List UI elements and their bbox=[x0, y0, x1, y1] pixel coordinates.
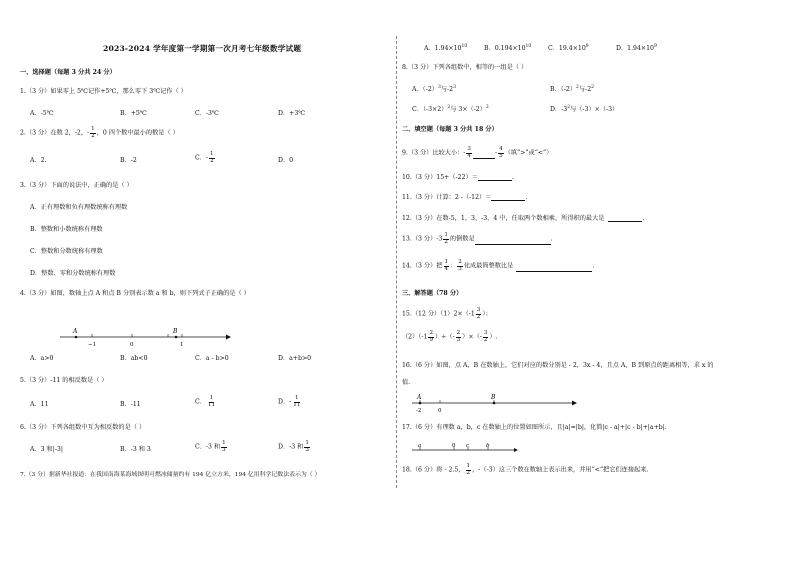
label-a: A bbox=[417, 394, 422, 401]
question-stem: 12.（3 分）在数-5，1，3，-3，4 中，任取两个数相乘，所得积的最大是 . bbox=[402, 215, 645, 222]
label-c: c bbox=[466, 443, 470, 449]
option-c[interactable]: C．整数和分数统称有理数 bbox=[30, 248, 103, 255]
label-b: B bbox=[491, 394, 496, 401]
question-stem: 3.（3 分）下面的说法中，正确的是（ ） bbox=[20, 182, 133, 189]
option-b[interactable]: B．-3 和 3 bbox=[120, 446, 151, 453]
option-b[interactable]: B．+5℃ bbox=[120, 110, 147, 117]
option-b[interactable]: B．$0.194\times 10^{10}$ bbox=[484, 44, 532, 53]
option-a[interactable]: A．a>0 bbox=[30, 355, 54, 362]
fraction: $\frac{1}{2}$ bbox=[91, 126, 95, 139]
option-b[interactable]: B．-2 bbox=[120, 157, 137, 164]
answer-blank[interactable] bbox=[478, 180, 512, 181]
option-d[interactable]: D．0 bbox=[278, 157, 294, 164]
axis-arrow-icon bbox=[572, 401, 577, 406]
label-b: B bbox=[173, 328, 178, 335]
option-d[interactable]: D．整数、零和分数统称有理数 bbox=[30, 270, 116, 277]
answer-blank[interactable] bbox=[473, 158, 495, 159]
label-a: a bbox=[418, 443, 422, 449]
option-a[interactable]: A．11 bbox=[30, 401, 49, 408]
number-line-figure bbox=[58, 326, 233, 348]
option-a[interactable]: A．正有理数和负有理数统称有理数 bbox=[30, 204, 128, 211]
point-b bbox=[175, 336, 178, 339]
option-d[interactable]: D．- $\frac{1}{11}$ bbox=[278, 395, 301, 408]
number-line-figure bbox=[410, 441, 522, 455]
axis-arrow-icon bbox=[226, 335, 231, 340]
option-b[interactable]: B．$(-2)^2$与$-2^2$ bbox=[550, 85, 595, 94]
point-a bbox=[419, 402, 422, 405]
option-a[interactable]: A．$(-2)^3$与$-2^3$ bbox=[412, 85, 456, 94]
question-stem: 9.（3 分）比较大小：- $\frac{3}{4}$ - $\frac{4}{5}$ （填“>”或“<”） bbox=[402, 146, 553, 159]
question-stem-cont: 值. bbox=[402, 379, 411, 386]
page-title: 2023-2024 学年度第一学期第一次月考七年级数学试题 bbox=[103, 44, 302, 53]
tick-label: -2 bbox=[416, 408, 422, 414]
question-stem: 16.（6 分）如图，点 A，B 在数轴上，它们对应的数分别是 - 2，3x - 4，且点 A，B 到原点的距离相等，求 x 的 bbox=[402, 362, 714, 369]
option-d[interactable]: D．$1.94\times 10^9$ bbox=[616, 44, 657, 53]
option-a[interactable]: A．2. bbox=[30, 157, 47, 164]
question-stem: 5.（3 分）-11 的相反数是（ ） bbox=[20, 377, 108, 384]
option-d[interactable]: D．-3 和 $\frac{1}{3}$ bbox=[278, 440, 309, 453]
label-zero: 0 bbox=[452, 443, 456, 449]
label-a: A bbox=[73, 328, 78, 335]
section-heading: 一、选择题（每题 3 分共 24 分） bbox=[20, 69, 116, 76]
option-a[interactable]: A．3 和|-3| bbox=[30, 446, 63, 453]
point-a bbox=[75, 336, 78, 339]
column-divider bbox=[396, 36, 397, 488]
question-stem: 15.（12 分）（1）2×（-1 $\frac{3}{2}$ ）； bbox=[402, 307, 492, 320]
label-b: b bbox=[486, 443, 490, 449]
question-stem: 2.（3 分）在数 2，-2，- $\frac{1}{2}$ ，0 四个数中最小的数是（ ） bbox=[20, 126, 179, 139]
answer-blank[interactable] bbox=[491, 200, 525, 201]
section-heading: 三、解答题（78 分） bbox=[402, 290, 463, 297]
question-stem: 7.（3 分）据新华社报道：在我国南海某海域探明可燃冰储量约有 194 亿立方米，194 亿用科学记数法表示为（ ） bbox=[20, 472, 321, 478]
option-d[interactable]: D．+3℃ bbox=[278, 110, 306, 117]
answer-blank[interactable] bbox=[608, 221, 642, 222]
option-c[interactable]: C．$19.4\times 10^9$ bbox=[548, 44, 589, 53]
axis-arrow-icon bbox=[514, 448, 518, 452]
question-stem: 13.（3 分）-3 $\frac{1}{2}$ 的倒数是 . bbox=[402, 232, 553, 245]
question-stem: 18.（6 分）将 - 2.5， $\frac{1}{2}$ ，-（-3）这三个数在数轴上表示出来，并用“<”把它们连接起来. bbox=[402, 463, 649, 476]
option-c[interactable]: C．- $\frac{1}{2}$ bbox=[195, 151, 214, 164]
answer-blank[interactable] bbox=[516, 271, 592, 272]
number-line-figure bbox=[410, 392, 580, 414]
option-d[interactable]: D．$-3^2$与（-3）×（-3） bbox=[550, 105, 619, 114]
question-stem: 4.（3 分）如图，数轴上点 A 和点 B 分别表示数 a 和 b，则下列式子正确的是（ ） bbox=[20, 290, 250, 297]
option-a[interactable]: A．-5℃ bbox=[30, 110, 54, 117]
point-b bbox=[493, 402, 496, 405]
option-c[interactable]: C．-3 和 $\frac{1}{3}$ bbox=[195, 440, 226, 453]
question-stem: 11.（3 分）计算：2 -（-12）＝ . bbox=[402, 194, 528, 201]
option-d[interactable]: D．a+b>0 bbox=[278, 355, 312, 362]
question-stem: 1.（3 分）如果零上 5℃记作+5℃，那么零下 3℃记作（ ） bbox=[20, 88, 187, 95]
option-a[interactable]: A．$1.94\times 10^{10}$ bbox=[424, 44, 468, 53]
option-c[interactable]: C． $\frac{1}{11}$ bbox=[195, 395, 216, 408]
question-stem: 14.（3 分）把 $\frac{1}{4}$ ： $\frac{2}{3}$ 化成最简整数比是 . bbox=[402, 259, 595, 272]
option-b[interactable]: B．ab<0 bbox=[120, 355, 148, 362]
option-c[interactable]: C．-3℃ bbox=[195, 110, 219, 117]
option-b[interactable]: B．整数和小数统称有理数 bbox=[30, 226, 103, 233]
section-heading: 二、填空题（每题 3 分共 18 分） bbox=[402, 126, 498, 133]
option-c[interactable]: C．$(-3\times 2)^2$与 $3\times(-2)^2$ bbox=[412, 105, 489, 114]
question-stem: 8.（3 分）下列各组数中，相等的一组是（ ） bbox=[402, 64, 528, 71]
tick-label: 1 bbox=[180, 342, 184, 348]
question-stem: 6.（3 分）下列各组数中互为相反数的是（ ） bbox=[20, 424, 146, 431]
answer-blank[interactable] bbox=[475, 244, 551, 245]
option-b[interactable]: B．-11 bbox=[120, 401, 141, 408]
question-stem: （2）（-1 $\frac{2}{9}$ ）÷（- $\frac{2}{3}$ ）×（- $\frac{3}{2}$ ）. bbox=[402, 330, 498, 343]
question-stem: 17.（6 分）有理数 a，b，c 在数轴上的位置如图所示，且|a|=|b|，化简|c - a|+|c - b|+|a+b|. bbox=[402, 424, 667, 431]
tick-label: 0 bbox=[438, 408, 442, 414]
tick-label: −1 bbox=[88, 342, 97, 348]
option-c[interactable]: C．a - b>0 bbox=[195, 355, 229, 362]
tick-label: 0 bbox=[130, 342, 134, 348]
question-stem: 10.（3 分）15+（-22）＝ . bbox=[402, 174, 514, 181]
